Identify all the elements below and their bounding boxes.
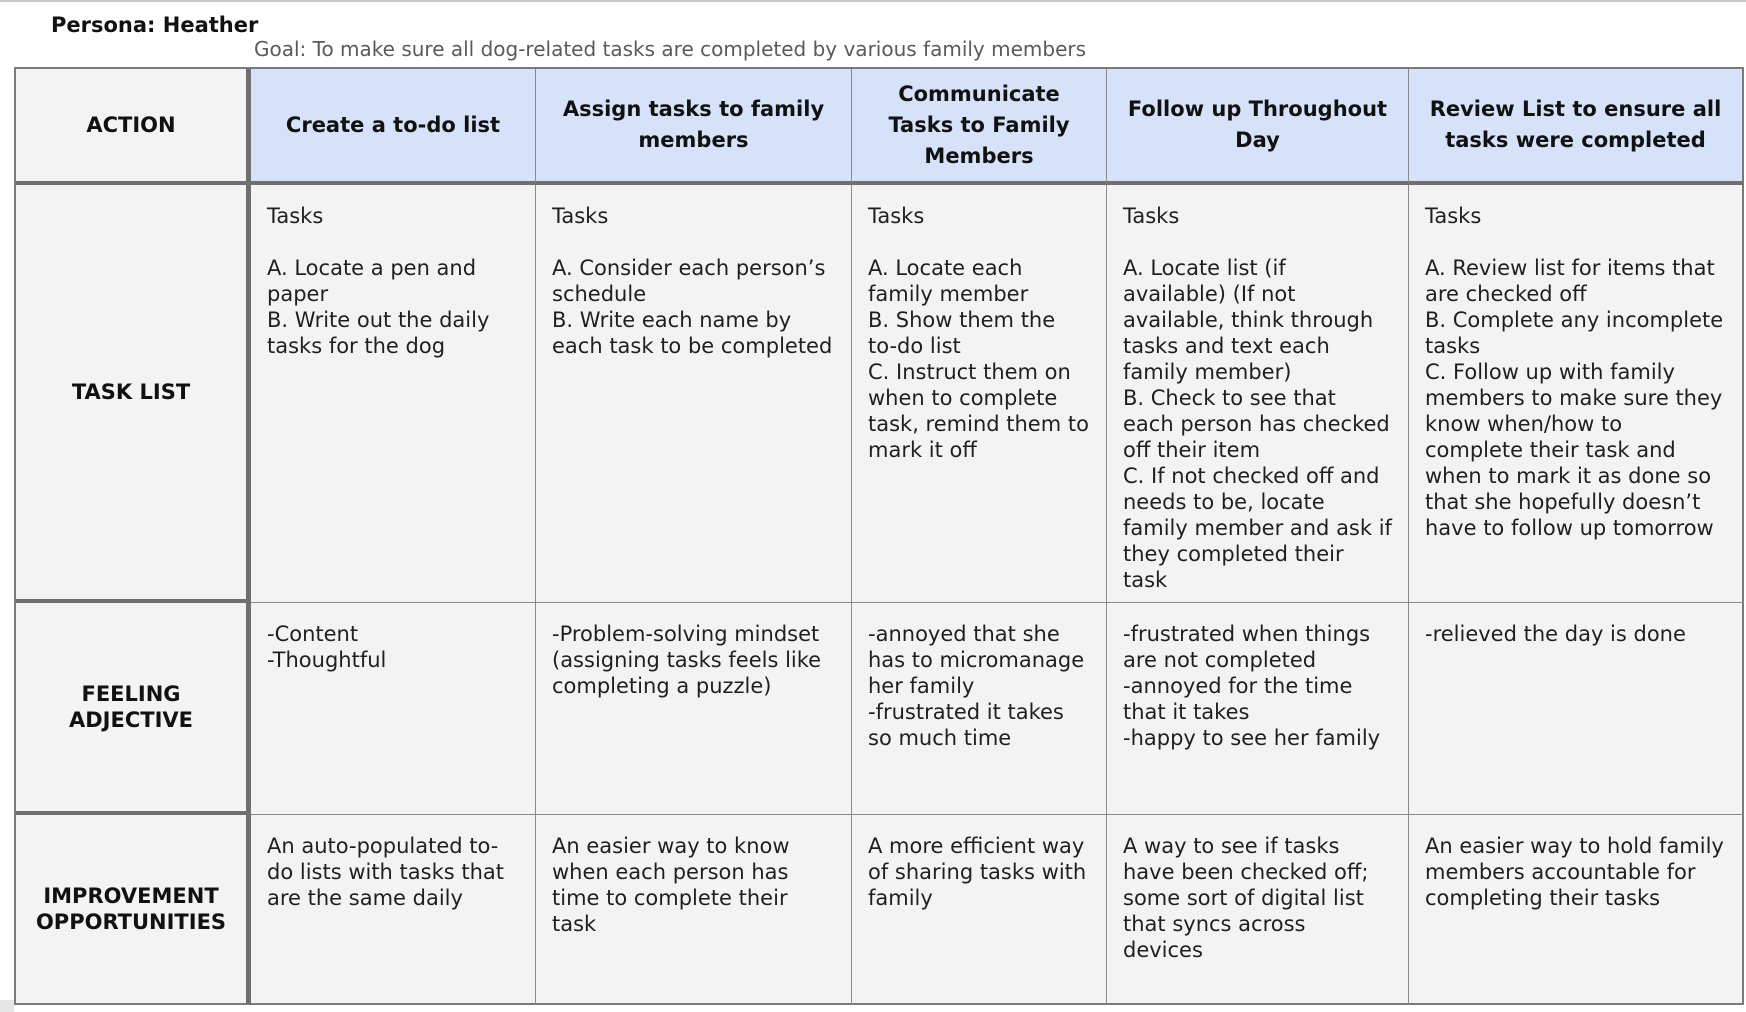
action-header-2[interactable]: Assign tasks to family members [536, 69, 852, 185]
action-header-5[interactable]: Review List to ensure all tasks were completed [1409, 69, 1744, 185]
task-list-cell-2[interactable]: Tasks A. Consider each person’s schedule B. Write each name by each task to be completed [536, 185, 852, 603]
task-list-cell-3[interactable]: Tasks A. Locate each family member B. Show them the to-do list C. Instruct them on when to complete task, remind them to mark it off [852, 185, 1107, 603]
row-label-task-list[interactable]: TASK LIST [16, 185, 251, 603]
improvement-cell-4[interactable]: A way to see if tasks have been checked off; some sort of digital list that syncs across devices [1107, 815, 1409, 1005]
action-header-4[interactable]: Follow up Throughout Day [1107, 69, 1409, 185]
row-label-improvement[interactable]: IMPROVEMENT OPPORTUNITIES [16, 815, 251, 1005]
goal-text: Goal: To make sure all dog-related tasks are completed by various family members [254, 37, 1087, 61]
top-divider [0, 0, 1746, 2]
task-list-cell-4[interactable]: Tasks A. Locate list (if available) (If not available, think through tasks and text each family member) B. Check to see that each person has checked off their item C. If not checked off and needs to be, locate family member and ask if they completed their task [1107, 185, 1409, 603]
task-list-cell-1[interactable]: Tasks A. Locate a pen and paper B. Write out the daily tasks for the dog [251, 185, 536, 603]
feeling-cell-2[interactable]: -Problem-solving mindset (assigning tasks feels like completing a puzzle) [536, 603, 852, 815]
action-header-1[interactable]: Create a to-do list [251, 69, 536, 185]
improvement-cell-3[interactable]: A more efficient way of sharing tasks with family [852, 815, 1107, 1005]
improvement-cell-5[interactable]: An easier way to hold family members accountable for completing their tasks [1409, 815, 1744, 1005]
feeling-cell-3[interactable]: -annoyed that she has to micromanage her family -frustrated it takes so much time [852, 603, 1107, 815]
row-label-feeling[interactable]: FEELING ADJECTIVE [16, 603, 251, 815]
journey-map-table [14, 67, 1744, 1005]
feeling-cell-1[interactable]: -Content -Thoughtful [251, 603, 536, 815]
feeling-cell-5[interactable]: -relieved the day is done [1409, 603, 1744, 815]
improvement-cell-1[interactable]: An auto-populated to-do lists with tasks that are the same daily [251, 815, 536, 1005]
improvement-cell-2[interactable]: An easier way to know when each person has time to complete their task [536, 815, 852, 1005]
persona-title: Persona: Heather [51, 13, 259, 37]
row-label-action[interactable]: ACTION [16, 69, 251, 185]
feeling-cell-4[interactable]: -frustrated when things are not completed -annoyed for the time that it takes -happy to see her family [1107, 603, 1409, 815]
action-header-3[interactable]: Communicate Tasks to Family Members [852, 69, 1107, 185]
sheet-edge [0, 1000, 14, 1012]
task-list-cell-5[interactable]: Tasks A. Review list for items that are checked off B. Complete any incomplete tasks C. Follow up with family members to make sure they know when/how to complete their task and when to mark it as done so that she hopefully doesn’t have to follow up tomorrow [1409, 185, 1744, 603]
